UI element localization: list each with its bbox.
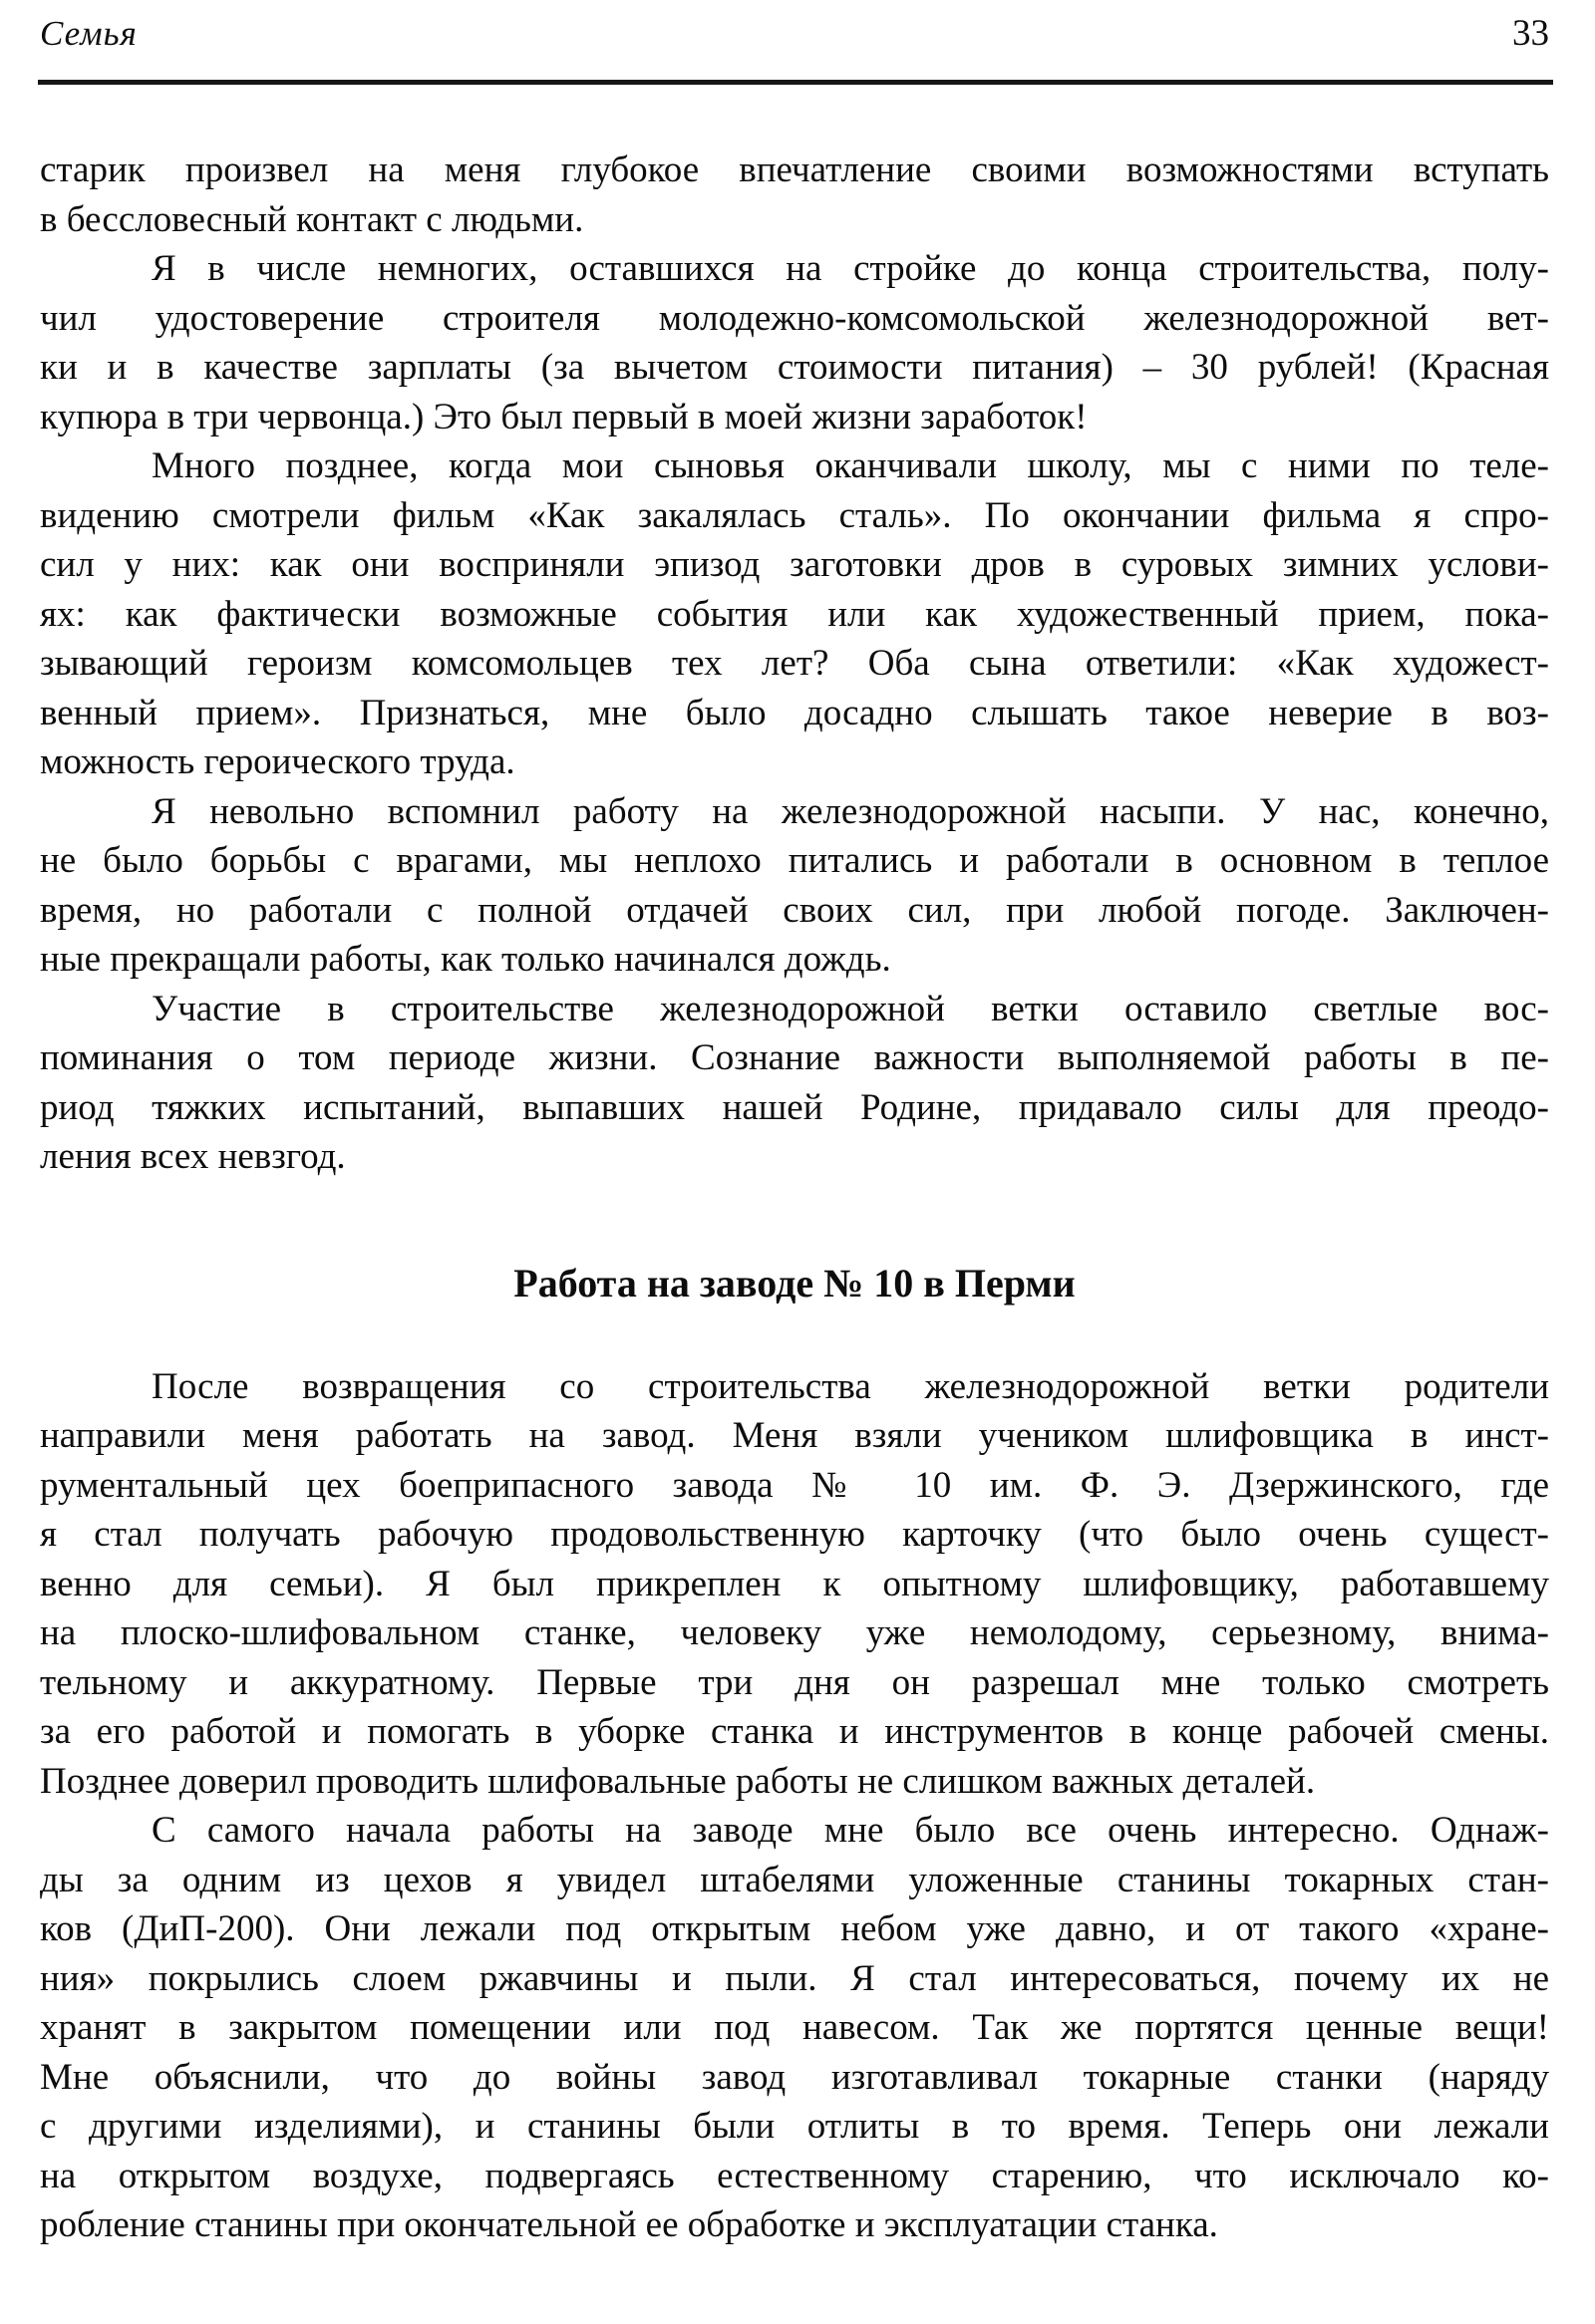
paragraph [40,244,1549,441]
text-line: ды за одним из цехов я увидел штабелями уложенные станины токарных стан- [40,1859,1549,1900]
text-line: на открытом воздухе, подвергаясь естественному старению, что исключало ко- [40,2155,1549,2196]
paragraph [40,1362,1549,1807]
text-line: чил удостоверение строителя молодежно-комсомольской железнодорожной вет- [40,297,1549,339]
text-line: направили меня работать на завод. Меня взяли учеником шлифовщика в инст- [40,1415,1549,1456]
text-line: я стал получать рабочую продовольственную карточку (что было очень сущест- [40,1514,1549,1555]
paragraph [40,985,1549,1182]
text-line: на плоско-шлифовальном станке, человеку уже немолодому, серьезному, внима- [40,1612,1549,1653]
text-line: риод тяжких испытаний, выпавших нашей Родине, придавало силы для преодо- [40,1086,1549,1128]
paragraph [40,1806,1549,2250]
text-line: Я в числе немногих, оставшихся на стройке до конца строительства, полу- [152,248,1549,289]
text-line: время, но работали с полной отдачей своих сил, при любой погоде. Заключен- [40,889,1549,931]
text-line: видению смотрели фильм «Как закалялась сталь». По окончании фильма я спро- [40,494,1549,536]
text-line: ные прекращали работы, как только начинался дождь. [40,939,891,980]
text-line: в бессловесный контакт с людьми. [40,198,584,240]
text-line: Мне объяснили, что до войны завод изготавливал токарные станки (наряду [40,2056,1549,2098]
section-heading: Работа на заводе № 10 в Перми [513,1260,1076,1306]
text-line: с другими изделиями), и станины были отлиты в то время. Теперь они лежали [40,2106,1549,2147]
text-line: венно для семьи). Я был прикреплен к опытному шлифовщику, работавшему [40,1563,1549,1604]
text-line: купюра в три червонца.) Это был первый в моей жизни заработок! [40,396,1088,437]
paragraph [40,441,1549,787]
text-line: можность героического труда. [40,741,515,782]
text-line: ления всех невзгод. [40,1136,346,1177]
text-line: ях: как фактически возможные события или как художественный прием, пока- [40,593,1549,635]
page-body [40,145,1549,2250]
text-line: С самого начала работы на заводе мне было все очень интересно. Однаж- [152,1810,1549,1851]
text-line: старик произвел на меня глубокое впечатление своими возможностями вступать [40,149,1549,190]
paragraph [40,787,1549,985]
text-line: хранят в закрытом помещении или под навесом. Так же портятся ценные вещи! [40,2007,1549,2048]
text-line: за его работой и помогать в уборке станка и инструментов в конце рабочей смены. [40,1711,1549,1752]
text-line: поминания о том периоде жизни. Сознание важности выполняемой работы в пе- [40,1037,1549,1078]
page-number: 33 [1512,13,1549,54]
text-line: венный прием». Признаться, мне было досадно слышать такое неверие в воз- [40,692,1549,733]
text-line: Много позднее, когда мои сыновья оканчивали школу, мы с ними по теле- [152,445,1549,486]
text-line: Участие в строительстве железнодорожной ветки оставило светлые вос- [152,988,1549,1029]
text-line: Я невольно вспомнил работу на железнодорожной насыпи. У нас, конечно, [152,790,1549,832]
text-line: сил у них: как они восприняли эпизод заготовки дров в суровых зимних услови- [40,544,1549,585]
text-line: ния» покрылись слоем ржавчины и пыли. Я стал интересоваться, почему их не [40,1957,1549,1999]
text-line: После возвращения со строительства железнодорожной ветки родители [152,1365,1549,1407]
text-line: ков (ДиП-200). Они лежали под открытым небом уже давно, и от такого «хране- [40,1908,1549,1949]
text-line: Позднее доверил проводить шлифовальные работы не слишком важных деталей. [40,1760,1316,1802]
header-rule [38,80,1553,85]
running-title: Семья [40,14,138,53]
text-line: зывающий героизм комсомольцев тех лет? Оба сына ответили: «Как художест- [40,643,1549,684]
page-header [40,8,1549,68]
paragraph [40,145,1549,244]
text-line: рументальный цех боеприпасного завода № 10 им. Ф. Э. Дзержинского, где [40,1464,1549,1506]
text-line: не было борьбы с врагами, мы неплохо питались и работали в основном в теплое [40,840,1549,881]
text-line: робление станины при окончательной ее обработке и эксплуатации станка. [40,2204,1218,2245]
text-line: тельному и аккуратному. Первые три дня он разрешал мне только смотреть [40,1661,1549,1703]
text-line: ки и в качестве зарплаты (за вычетом стоимости питания) – 30 рублей! (Красная [40,347,1549,388]
